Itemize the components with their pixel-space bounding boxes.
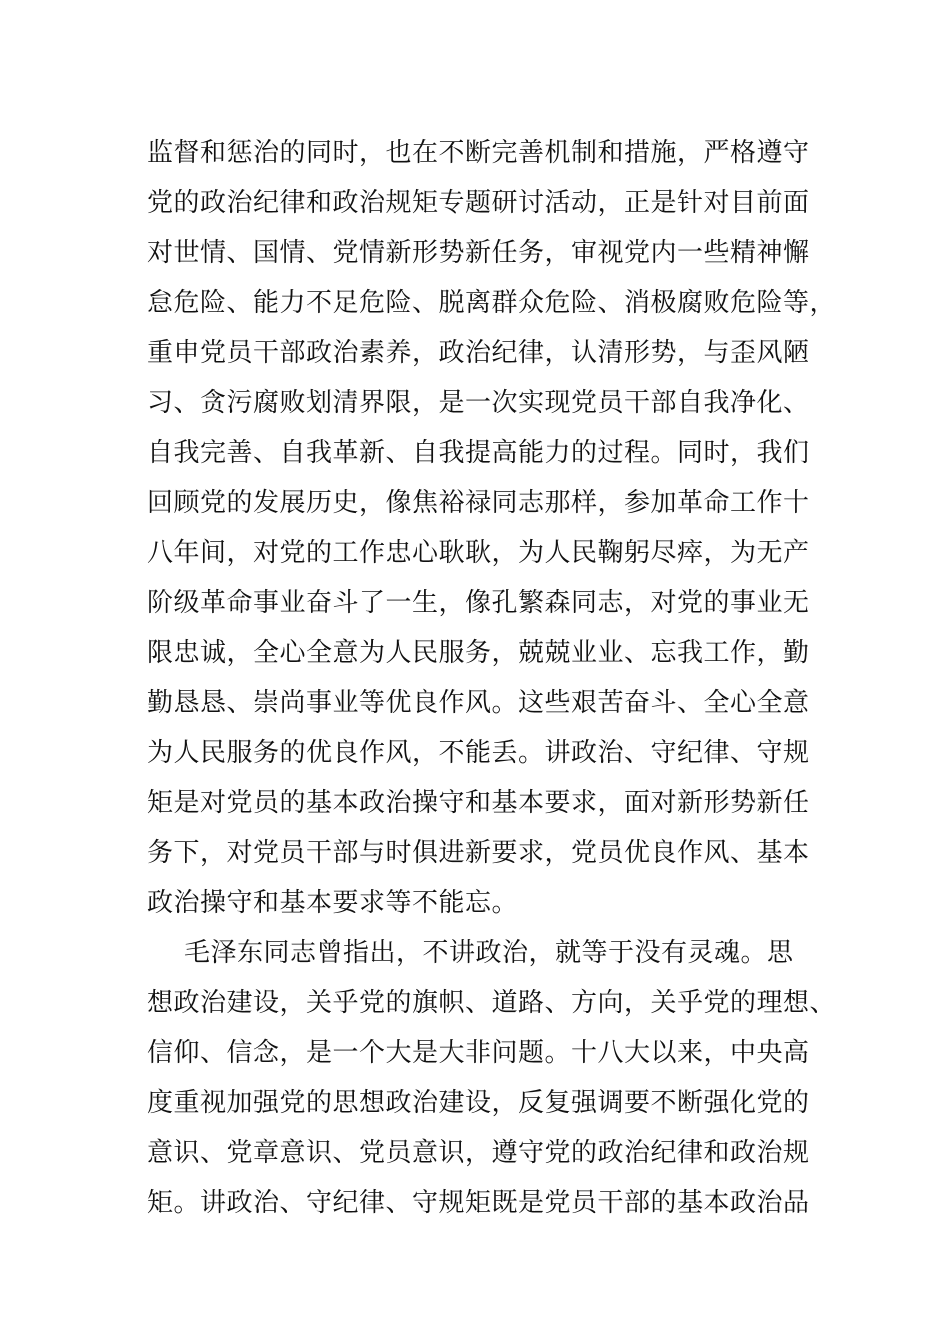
text-line: 限忠诚，全心全意为人民服务，兢兢业业、忘我工作，勤 (147, 638, 810, 668)
text-line: 政治操守和基本要求等不能忘。 (147, 888, 519, 918)
text-line: 毛泽东同志曾指出，不讲政治，就等于没有灵魂。思 (184, 938, 794, 968)
text-line: 意识、党章意识、党员意识，遵守党的政治纪律和政治规 (147, 1138, 810, 1168)
text-line: 怠危险、能力不足危险、脱离群众危险、消极腐败危险等， (147, 288, 837, 318)
text-line: 对世情、国情、党情新形势新任务，审视党内一些精神懈 (147, 238, 810, 268)
text-line: 矩。讲政治、守纪律、守规矩既是党员干部的基本政治品 (147, 1188, 810, 1218)
text-line: 党的政治纪律和政治规矩专题研讨活动，正是针对目前面 (147, 188, 810, 218)
body-text (147, 128, 837, 1228)
text-line: 重申党员干部政治素养，政治纪律，认清形势，与歪风陋 (147, 338, 810, 368)
text-line: 度重视加强党的思想政治建设，反复强调要不断强化党的 (147, 1088, 810, 1118)
text-line: 为人民服务的优良作风，不能丢。讲政治、守纪律、守规 (147, 738, 810, 768)
paragraph-1 (147, 128, 837, 928)
text-line: 矩是对党员的基本政治操守和基本要求，面对新形势新任 (147, 788, 810, 818)
text-line: 勤恳恳、崇尚事业等优良作风。这些艰苦奋斗、全心全意 (147, 688, 810, 718)
text-line: 务下，对党员干部与时俱进新要求，党员优良作风、基本 (147, 838, 810, 868)
text-line: 想政治建设，关乎党的旗帜、道路、方向，关乎党的理想、 (147, 988, 837, 1018)
text-line: 回顾党的发展历史，像焦裕禄同志那样，参加革命工作十 (147, 488, 810, 518)
text-line: 自我完善、自我革新、自我提高能力的过程。同时，我们 (147, 438, 810, 468)
paragraph-2 (147, 928, 837, 1228)
text-line: 信仰、信念，是一个大是大非问题。十八大以来，中央高 (147, 1038, 810, 1068)
text-line: 习、贪污腐败划清界限，是一次实现党员干部自我净化、 (147, 388, 810, 418)
text-line: 阶级革命事业奋斗了一生，像孔繁森同志，对党的事业无 (147, 588, 810, 618)
text-line: 监督和惩治的同时，也在不断完善机制和措施，严格遵守 (147, 138, 810, 168)
text-line: 八年间，对党的工作忠心耿耿，为人民鞠躬尽瘁，为无产 (147, 538, 810, 568)
